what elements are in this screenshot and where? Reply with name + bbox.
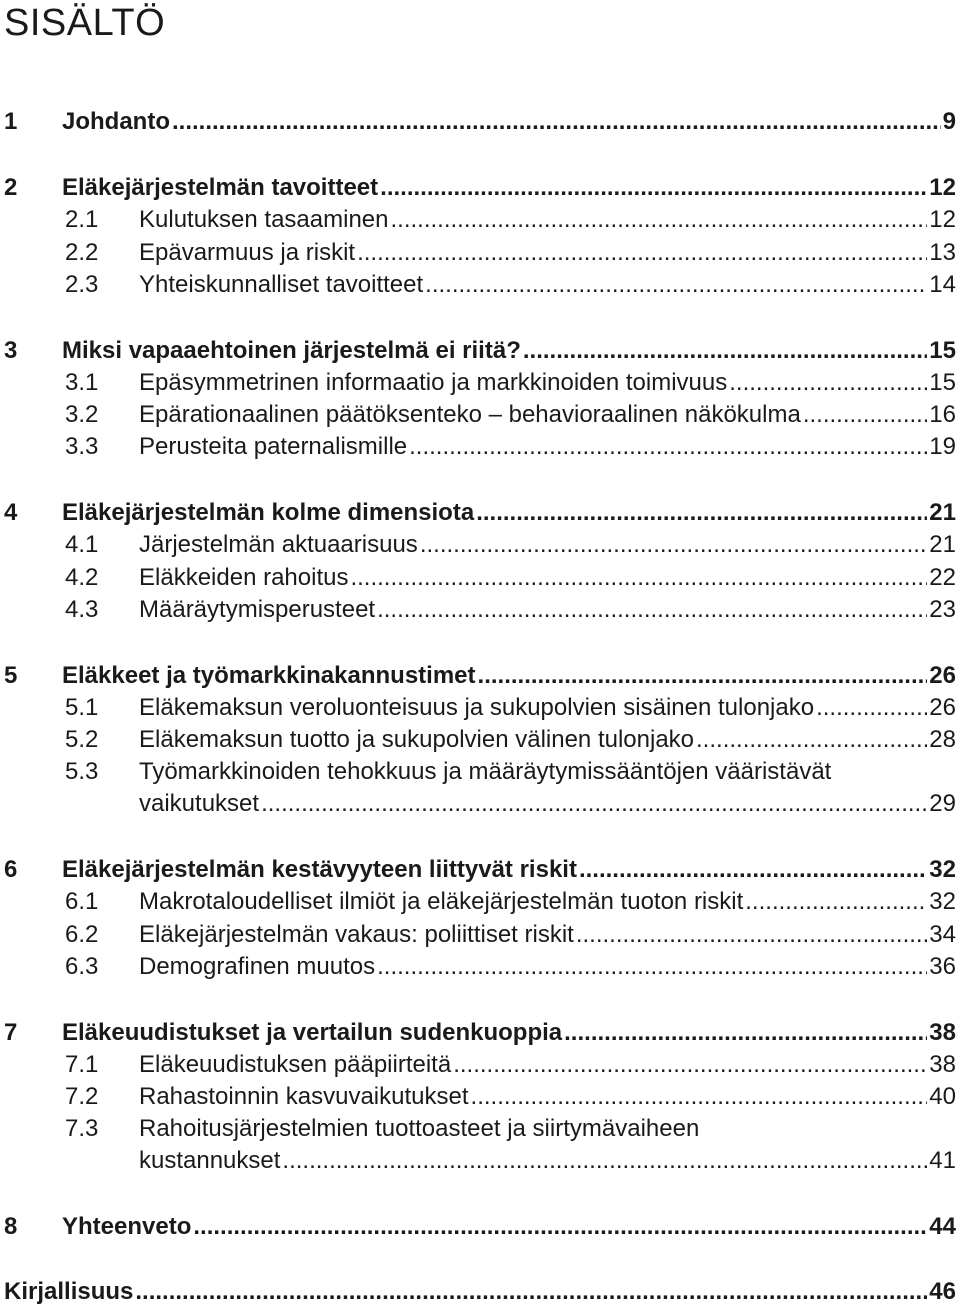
toc-entry-title: Miksi vapaaehtoinen järjestelmä ei riitä?	[62, 337, 521, 364]
dot-leader	[193, 1211, 927, 1243]
toc-entry-3-1[interactable]	[0, 367, 956, 399]
dot-leader	[409, 431, 927, 463]
toc-entry-3-2[interactable]	[0, 399, 956, 431]
toc-entry-2[interactable]	[0, 172, 956, 204]
toc-entry-number: 5.1	[65, 694, 99, 721]
toc-entry-title: Eläkkeet ja työmarkkinakannustimet	[62, 662, 476, 689]
toc-entry-title: Eläkemaksun tuotto ja sukupolvien välinen tulonjako	[139, 726, 695, 753]
dot-leader	[391, 204, 928, 236]
toc-entry-number: 1	[4, 108, 18, 135]
toc-entry-5-2[interactable]	[0, 724, 956, 756]
dot-leader	[803, 399, 927, 431]
toc-entry-7-1[interactable]	[0, 1049, 956, 1081]
toc-entry-title: Eläkeuudistuksen pääpiirteitä	[139, 1051, 452, 1078]
toc-entry-page: 38	[929, 1019, 956, 1046]
dot-leader	[478, 660, 928, 692]
toc-entry-page: 22	[929, 564, 956, 591]
toc-entry-page: 46	[929, 1278, 956, 1305]
toc-entry-number: 7.1	[65, 1051, 99, 1078]
toc-entry-number: 2	[4, 174, 18, 201]
toc-entry-title: Eläkejärjestelmän kolme dimensiota	[62, 499, 475, 526]
toc-entry-page: 28	[929, 726, 956, 753]
toc-entry-page: 21	[929, 531, 956, 558]
toc-entry-2-1[interactable]	[0, 204, 956, 236]
page-title: SISÄLTÖ	[4, 2, 166, 44]
dot-leader	[135, 1276, 927, 1308]
toc-entry-title: Rahastoinnin kasvuvaikutukset	[139, 1083, 469, 1110]
toc-entry-title: Johdanto	[62, 108, 170, 135]
toc-entry-page: 40	[929, 1083, 956, 1110]
toc-entry-3-3[interactable]	[0, 431, 956, 463]
toc-entry-number: 7.2	[65, 1083, 99, 1110]
dot-leader	[377, 594, 927, 626]
dot-leader	[729, 367, 927, 399]
toc-entry-title: Kirjallisuus	[4, 1278, 134, 1305]
toc-entry-5[interactable]	[0, 660, 956, 692]
toc-entry-4-2[interactable]	[0, 562, 956, 594]
dot-leader	[261, 788, 927, 820]
dot-leader	[576, 919, 927, 951]
toc-entry-5-3[interactable]	[0, 756, 956, 788]
toc-entry-title: Järjestelmän aktuaarisuus	[139, 531, 418, 558]
toc-entry-page: 12	[929, 206, 956, 233]
dot-leader	[350, 562, 927, 594]
toc-entry-6-1[interactable]	[0, 886, 956, 918]
dot-leader	[523, 335, 927, 367]
toc-entry-number: 4	[4, 499, 18, 526]
toc-entry-number: 5.3	[65, 758, 99, 785]
toc-entry-number: 2.2	[65, 239, 99, 266]
toc-entry-4-3[interactable]	[0, 594, 956, 626]
toc-entry-title: Epävarmuus ja riskit	[139, 239, 356, 266]
toc-entry-title: Eläkeuudistukset ja vertailun sudenkuoppia	[62, 1019, 563, 1046]
toc-entry-page: 26	[929, 694, 956, 721]
toc-entry-page: 19	[929, 433, 956, 460]
toc-entry-number: 5.2	[65, 726, 99, 753]
toc-entry-title: kustannukset	[139, 1147, 281, 1174]
toc-entry-page: 36	[929, 953, 956, 980]
dot-leader	[380, 172, 927, 204]
dot-leader	[420, 529, 927, 561]
toc-entry-3[interactable]	[0, 335, 956, 367]
toc-entry-page: 15	[929, 369, 956, 396]
toc-entry-page: 34	[929, 921, 956, 948]
toc-entry-page: 32	[929, 856, 956, 883]
toc-entry-5-3-cont[interactable]	[0, 788, 956, 820]
dot-leader	[471, 1081, 928, 1113]
dot-leader	[172, 106, 941, 138]
toc-entry-title: Määräytymisperusteet	[139, 596, 376, 623]
toc-entry-number: 4.1	[65, 531, 99, 558]
toc-entry-4-1[interactable]	[0, 529, 956, 561]
dot-leader	[282, 1145, 927, 1177]
toc-entry-number: 6.2	[65, 921, 99, 948]
toc-entry-2-2[interactable]	[0, 237, 956, 269]
toc-entry-4[interactable]	[0, 497, 956, 529]
toc-entry-page: 32	[929, 888, 956, 915]
toc-entry-number: 5	[4, 662, 18, 689]
toc-entry-references[interactable]	[0, 1276, 956, 1308]
toc-entry-page: 15	[929, 337, 956, 364]
dot-leader	[579, 854, 927, 886]
toc-entry-number: 3.2	[65, 401, 99, 428]
toc-entry-page: 26	[929, 662, 956, 689]
toc-entry-7[interactable]	[0, 1017, 956, 1049]
toc-entry-page: 44	[929, 1213, 956, 1240]
toc-entry-page: 14	[929, 271, 956, 298]
dot-leader	[453, 1049, 927, 1081]
toc-entry-page: 9	[942, 108, 956, 135]
toc-entry-number: 3	[4, 337, 18, 364]
toc-entry-number: 4.3	[65, 596, 99, 623]
dot-leader	[816, 692, 927, 724]
toc-entry-7-3[interactable]	[0, 1113, 956, 1145]
toc-entry-number: 6.1	[65, 888, 99, 915]
toc-entry-page: 38	[929, 1051, 956, 1078]
toc-entry-page: 29	[929, 790, 956, 817]
toc-entry-title-line1: Työmarkkinoiden tehokkuus ja määräytymissääntöjen vääristävät	[139, 758, 832, 785]
toc-entry-number: 2.3	[65, 271, 99, 298]
toc-entry-6[interactable]	[0, 854, 956, 886]
toc-entry-title: Eläkemaksun veroluonteisuus ja sukupolvien sisäinen tulonjako	[139, 694, 815, 721]
toc-entry-page: 12	[929, 174, 956, 201]
toc-entry-title: Eläkkeiden rahoitus	[139, 564, 349, 591]
dot-leader	[377, 951, 927, 983]
toc-entry-6-2[interactable]	[0, 919, 956, 951]
toc-entry-title: Yhteiskunnalliset tavoitteet	[139, 271, 424, 298]
toc-entry-title: Eläkejärjestelmän vakaus: poliittiset riskit	[139, 921, 574, 948]
toc-entry-1[interactable]	[0, 106, 956, 138]
dot-leader	[476, 497, 927, 529]
toc-entry-title: Perusteita paternalismille	[139, 433, 408, 460]
toc-entry-number: 8	[4, 1213, 18, 1240]
toc-entry-title: Eläkejärjestelmän tavoitteet	[62, 174, 379, 201]
toc-entry-title: Demografinen muutos	[139, 953, 376, 980]
toc-entry-title: Epärationaalinen päätöksenteko – behavioraalinen näkökulma	[139, 401, 801, 428]
toc-entry-number: 3.3	[65, 433, 99, 460]
toc-entry-page: 41	[929, 1147, 956, 1174]
toc-entry-number: 4.2	[65, 564, 99, 591]
dot-leader	[425, 269, 927, 301]
toc-entry-number: 6	[4, 856, 18, 883]
toc-entry-title: Eläkejärjestelmän kestävyyteen liittyvät riskit	[62, 856, 577, 883]
toc-entry-page: 13	[929, 239, 956, 266]
toc-entry-number: 6.3	[65, 953, 99, 980]
toc-entry-6-3[interactable]	[0, 951, 956, 983]
toc-entry-7-3-cont[interactable]	[0, 1145, 956, 1177]
toc-entry-page: 16	[929, 401, 956, 428]
toc-entry-number: 7.3	[65, 1115, 99, 1142]
toc-entry-5-1[interactable]	[0, 692, 956, 724]
toc-entry-2-3[interactable]	[0, 269, 956, 301]
toc-entry-page: 23	[929, 596, 956, 623]
toc-entry-number: 2.1	[65, 206, 99, 233]
toc-entry-title: Epäsymmetrinen informaatio ja markkinoiden toimivuus	[139, 369, 728, 396]
toc-entry-title: vaikutukset	[139, 790, 260, 817]
toc-entry-7-2[interactable]	[0, 1081, 956, 1113]
toc-entry-8[interactable]	[0, 1211, 956, 1243]
toc-entry-number: 3.1	[65, 369, 99, 396]
dot-leader	[696, 724, 927, 756]
toc-entry-page: 21	[929, 499, 956, 526]
dot-leader	[745, 886, 927, 918]
toc-entry-title-line1: Rahoitusjärjestelmien tuottoasteet ja siirtymävaiheen	[139, 1115, 700, 1142]
dot-leader	[564, 1017, 927, 1049]
toc-entry-number: 7	[4, 1019, 18, 1046]
dot-leader	[357, 237, 927, 269]
toc-entry-title: Yhteenveto	[62, 1213, 192, 1240]
toc-entry-title: Makrotaloudelliset ilmiöt ja eläkejärjestelmän tuoton riskit	[139, 888, 744, 915]
toc-entry-title: Kulutuksen tasaaminen	[139, 206, 389, 233]
